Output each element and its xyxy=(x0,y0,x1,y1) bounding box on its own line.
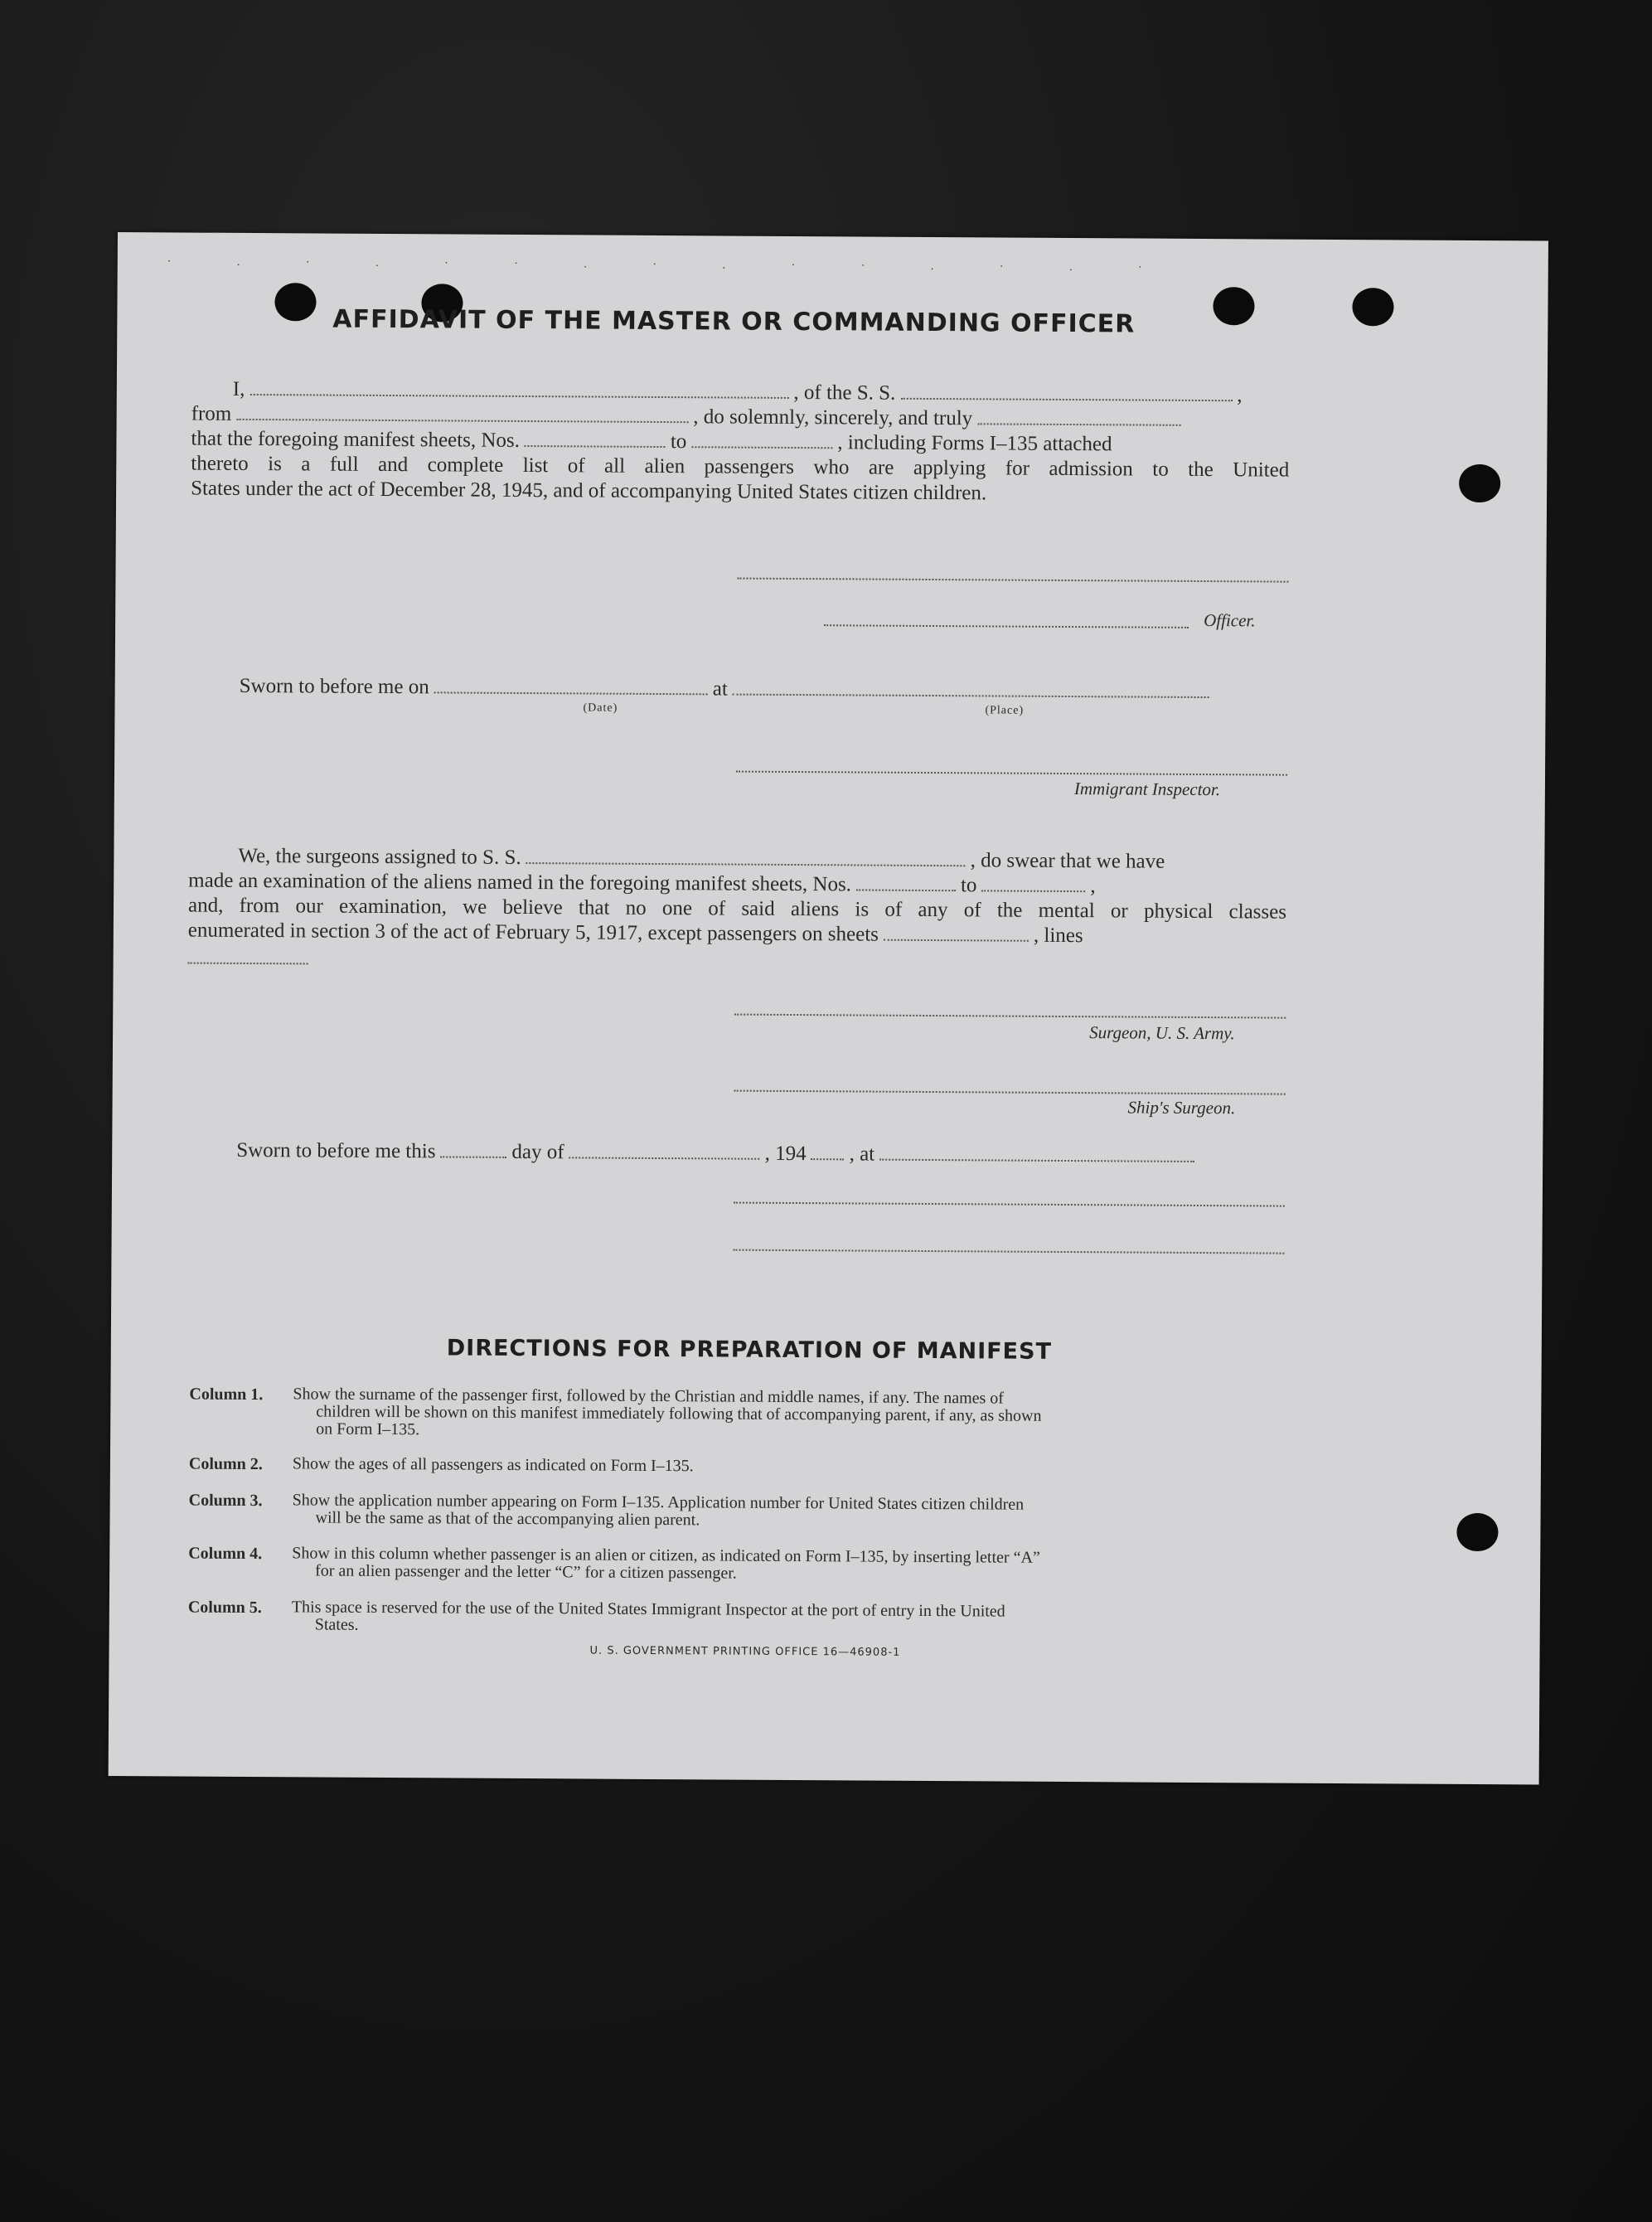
sworn-text: Sworn to before me on xyxy=(239,674,429,699)
port-from-field[interactable] xyxy=(236,419,688,423)
affidavit-text: , do solemnly, sincerely, and truly xyxy=(693,405,973,430)
direction-line: Show in this column whether passenger is an alien or citizen, as indicated on Form I–135, by inserting letter “A” xyxy=(292,1544,1040,1567)
direction-line: Show the ages of all passengers as indicated on Form I–135. xyxy=(292,1454,694,1476)
surgeons-text: , do swear that we have xyxy=(970,849,1165,873)
binder-hole xyxy=(1213,287,1254,325)
sworn-date-field[interactable] xyxy=(434,691,708,695)
surgeons-text: made an examination of the aliens named in the foregoing manifest sheets, Nos. xyxy=(188,869,852,896)
binder-hole xyxy=(1459,464,1500,502)
direction-text xyxy=(292,1492,1286,1532)
binder-hole xyxy=(1456,1513,1498,1551)
sworn-text: day of xyxy=(511,1140,564,1164)
sworn-place-field[interactable] xyxy=(733,694,1209,699)
paper-specks: · . · . · · . · . · · . · . · xyxy=(167,255,1174,274)
surgeons-text: We, the surgeons assigned to S. S. xyxy=(238,844,521,869)
except-lines-field[interactable] xyxy=(188,963,308,965)
army-surgeon-caption: Surgeon, U. S. Army. xyxy=(1089,1022,1235,1044)
printing-office-footer: U. S. GOVERNMENT PRINTING OFFICE 16—46908-1 xyxy=(589,1644,901,1659)
affidavit-text: , of the S. S. xyxy=(793,381,896,405)
sworn-text: Sworn to before me this xyxy=(236,1138,436,1163)
direction-line: on Form I–135. xyxy=(316,1419,420,1439)
affidavit-text: from xyxy=(191,402,232,425)
direction-label: Column 5. xyxy=(187,1598,262,1618)
direction-label: Column 1. xyxy=(189,1385,264,1405)
officer-signature-line-2[interactable] xyxy=(824,624,1189,628)
direction-item xyxy=(189,1385,1291,1450)
affidavit-line-5: States under the act of December 28, 1945, and of accompanying United States citizen children. xyxy=(191,477,987,505)
direction-label: Column 3. xyxy=(188,1491,263,1511)
direction-line: Show the surname of the passenger first, followed by the Christian and middle names, if any. The names of xyxy=(293,1385,1005,1408)
official-signature-line-2[interactable] xyxy=(734,1249,1285,1254)
sworn-text: , 194 xyxy=(764,1142,807,1166)
surgeons-text: , xyxy=(1090,875,1096,898)
direction-item xyxy=(188,1545,1291,1593)
direction-label: Column 2. xyxy=(188,1454,263,1474)
surgeons-text: to xyxy=(960,874,977,897)
direction-line: Show the application number appearing on Form I–135. Application number for United States citizen children xyxy=(292,1491,1025,1514)
directions-heading: DIRECTIONS FOR PREPARATION OF MANIFEST xyxy=(446,1335,1053,1365)
affidavit-text: I, xyxy=(232,377,245,400)
sworn-day-field[interactable] xyxy=(440,1156,506,1157)
surgeons-text: enumerated in section 3 of the act of February 5, 1917, except passengers on sheets xyxy=(187,919,879,946)
affidavit-heading: AFFIDAVIT OF THE MASTER OR COMMANDING OFFICER xyxy=(332,304,1136,339)
direction-text xyxy=(293,1455,1287,1478)
direction-line: for an alien passenger and the letter “C” for a citizen passenger. xyxy=(315,1561,737,1583)
affidavit-text: , including Forms I–135 attached xyxy=(837,431,1112,456)
examined-sheet-to-field[interactable] xyxy=(981,890,1085,892)
direction-text xyxy=(293,1385,1287,1443)
direction-line: will be the same as that of the accompanying alien parent. xyxy=(315,1508,700,1530)
sworn-year-field[interactable] xyxy=(811,1158,845,1160)
sworn-before-line xyxy=(240,675,1288,705)
except-sheets-field[interactable] xyxy=(884,939,1029,942)
sworn-port-field[interactable] xyxy=(879,1159,1194,1162)
master-name-field[interactable] xyxy=(249,394,788,399)
direction-label: Column 4. xyxy=(188,1544,263,1564)
ship-name-field[interactable] xyxy=(900,398,1232,401)
manifest-form-sheet xyxy=(109,232,1548,1785)
surgeons-line-4 xyxy=(188,919,1286,949)
direction-text xyxy=(292,1599,1286,1639)
sheet-from-field[interactable] xyxy=(525,445,666,448)
direction-text xyxy=(292,1545,1286,1585)
oath-word-field[interactable] xyxy=(977,423,1180,425)
place-caption: (Place) xyxy=(985,704,1025,717)
affidavit-text: to xyxy=(670,430,687,454)
official-signature-line-1[interactable] xyxy=(734,1202,1285,1207)
surgeons-text: , lines xyxy=(1033,924,1083,948)
direction-line: children will be shown on this manifest immediately following that of accompanying parent, if any, as shown xyxy=(316,1402,1042,1425)
direction-item xyxy=(188,1599,1291,1647)
ship-surgeon-caption: Ship's Surgeon. xyxy=(1127,1097,1236,1118)
inspector-signature-line[interactable] xyxy=(736,771,1287,776)
direction-item xyxy=(188,1492,1291,1540)
date-caption: (Date) xyxy=(583,701,618,715)
ship-surgeon-signature-line[interactable] xyxy=(734,1090,1286,1095)
army-surgeon-signature-line[interactable] xyxy=(734,1014,1286,1019)
officer-caption: Officer. xyxy=(1204,610,1256,631)
surgeons-ship-field[interactable] xyxy=(526,862,966,866)
surgeons-line-3: and, from our examination, we believe that no one of said aliens is of any of the mental or physical classes xyxy=(187,894,1287,924)
affidavit-text: , xyxy=(1237,384,1243,407)
sworn-text: at xyxy=(712,677,728,701)
binder-hole xyxy=(1352,288,1393,326)
direction-item xyxy=(189,1455,1291,1487)
affidavit-line-4: thereto is a full and complete list of all alien passengers who are applying for admission to the United xyxy=(191,452,1290,482)
affidavit-text: that the foregoing manifest sheets, Nos. xyxy=(191,427,520,452)
sheet-to-field[interactable] xyxy=(691,446,832,449)
inspector-caption: Immigrant Inspector. xyxy=(1073,779,1221,800)
sworn-day-line xyxy=(236,1139,1285,1169)
direction-line: States. xyxy=(314,1615,359,1634)
officer-signature-line-1[interactable] xyxy=(737,578,1288,583)
direction-line: This space is reserved for the use of the United States Immigrant Inspector at the port of entry in the United xyxy=(291,1598,1005,1621)
sworn-text: , at xyxy=(849,1143,875,1166)
examined-sheet-from-field[interactable] xyxy=(856,889,956,891)
sworn-month-field[interactable] xyxy=(569,1157,760,1159)
binder-hole xyxy=(274,283,316,321)
